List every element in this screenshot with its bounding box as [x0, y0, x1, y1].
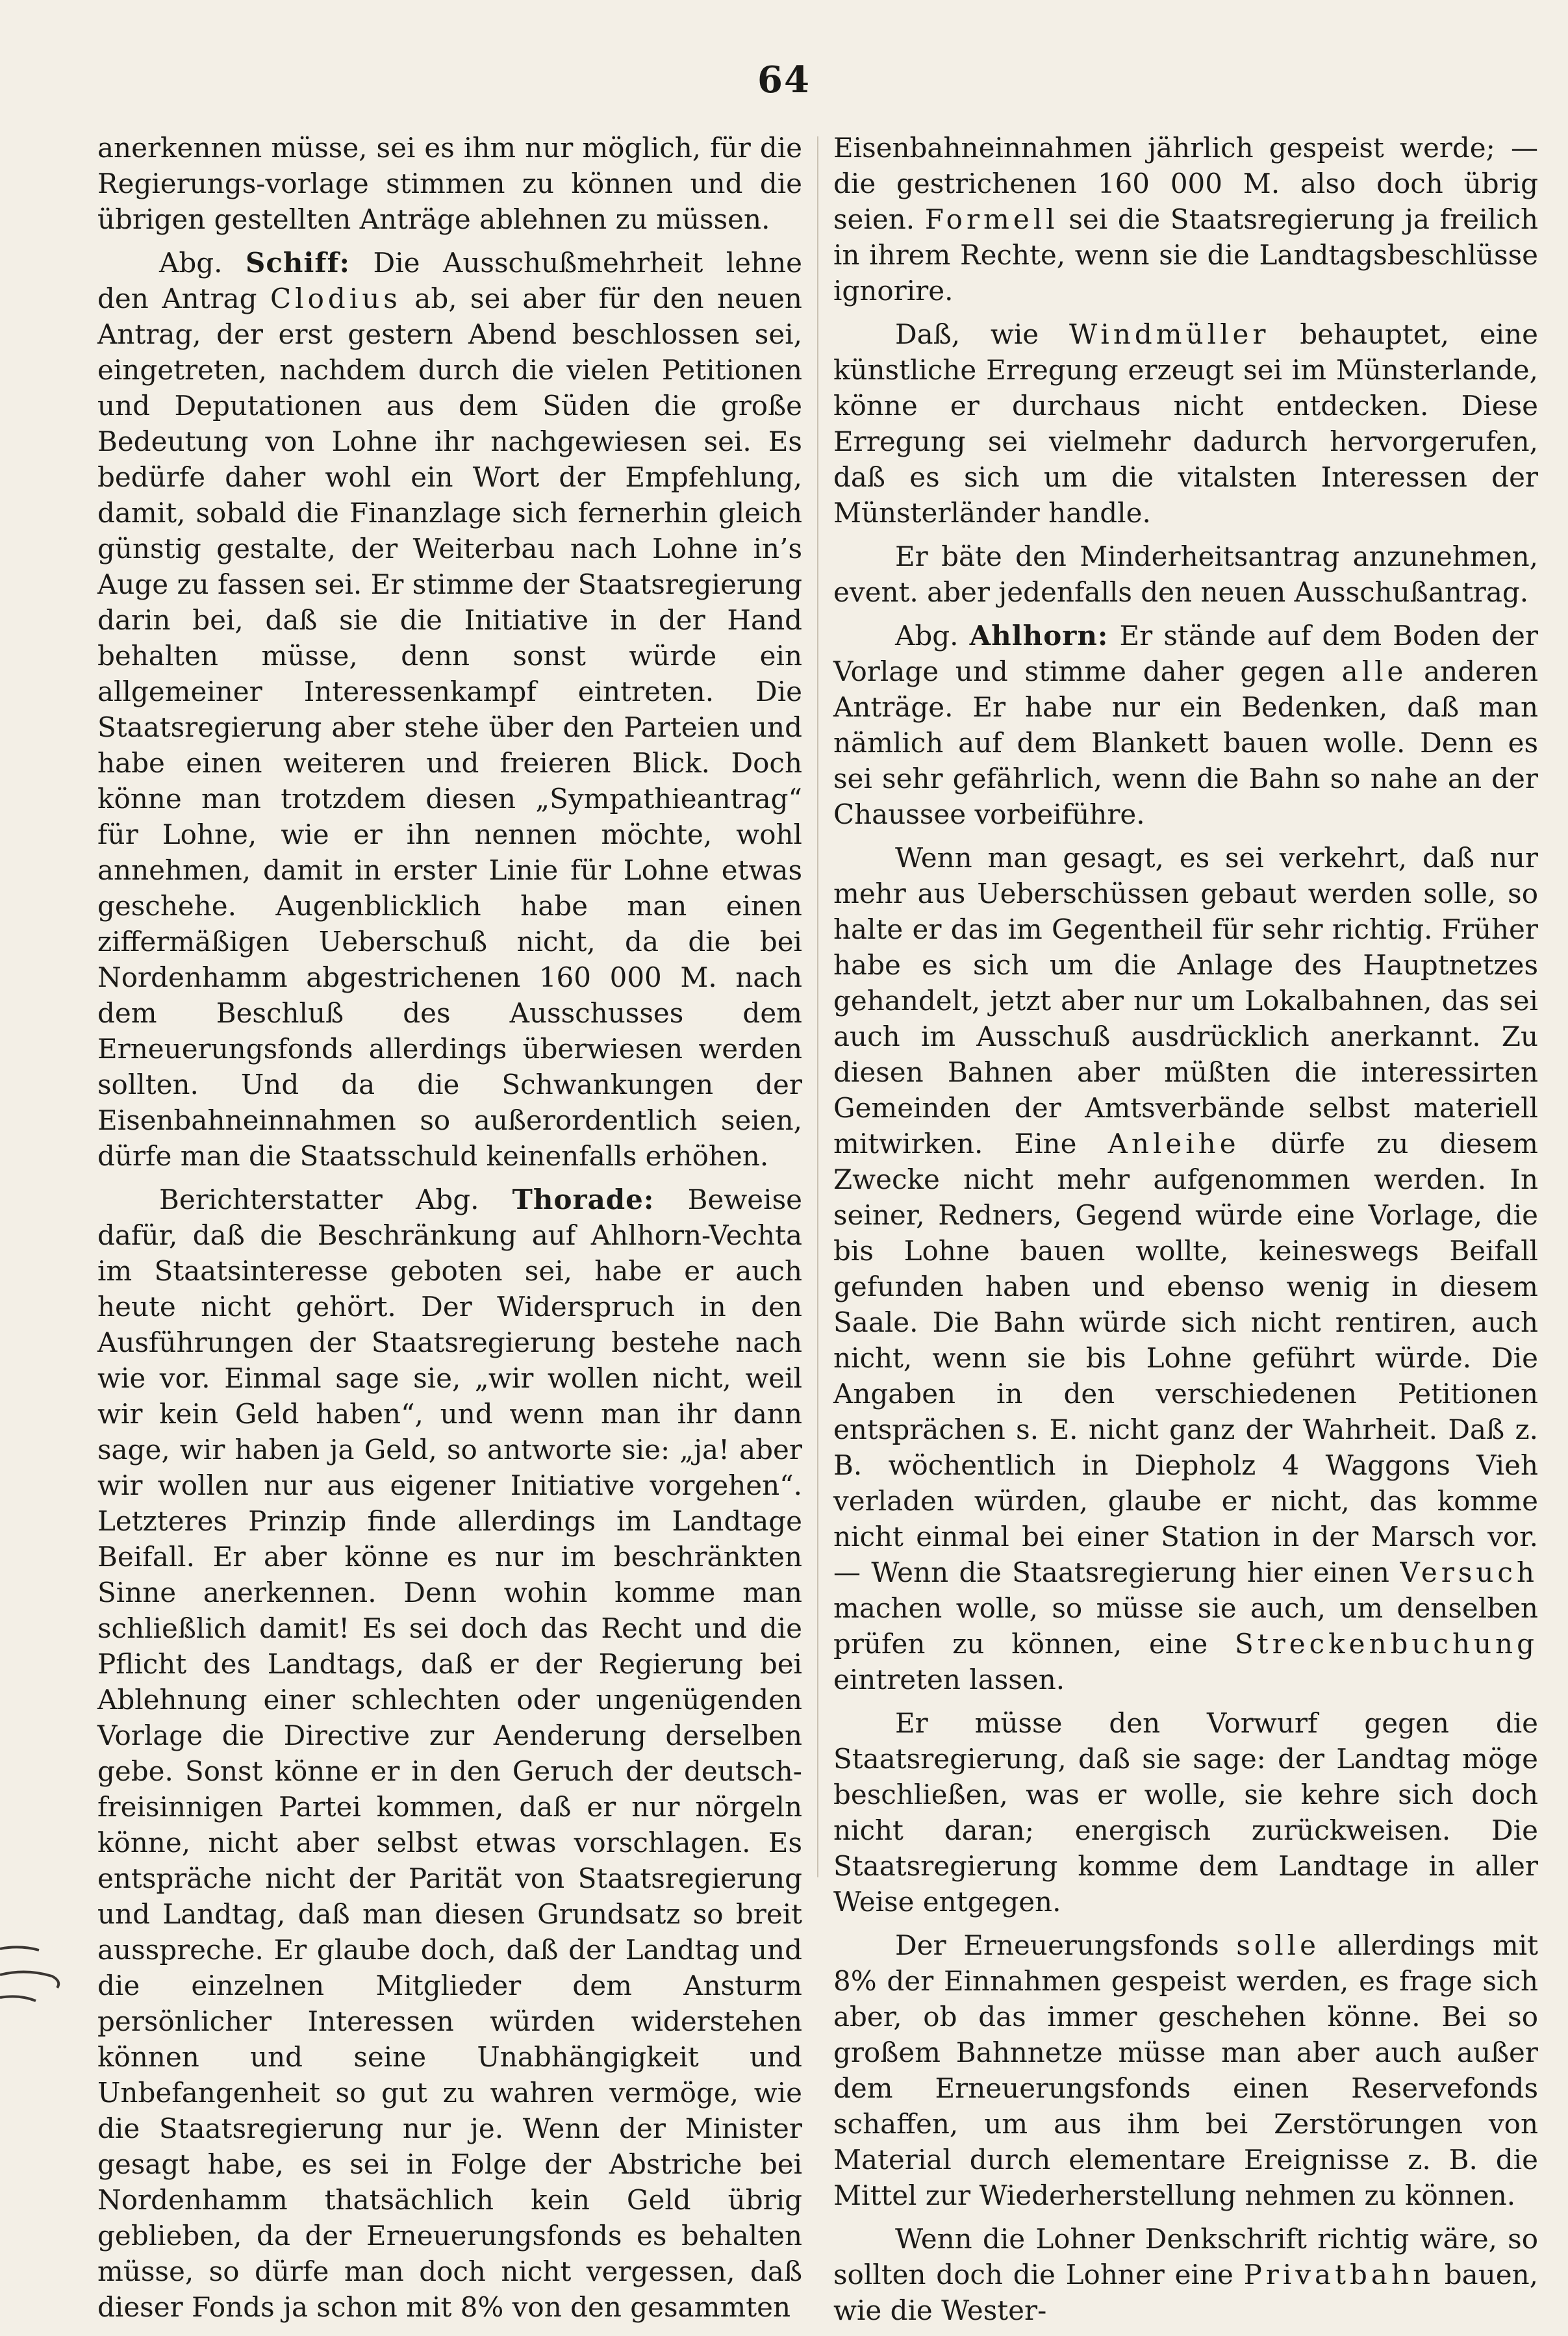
paragraph [97, 1182, 802, 2325]
paragraph-text: Wenn die Lohner Denkschrift richtig wäre, so sollten doch die Lohner eine [833, 2223, 1538, 2291]
paragraph-text: bauen, wie die Wester- [833, 2259, 1538, 2326]
paragraph-text: allerdings mit 8% der Einnahmen gespeist werden, es frage sich aber, ob das immer geschehen könne. Bei so großem Bahnnetze müsse man aber auch außer dem Erneuerungsfonds einen Reservefonds schaffen, um aus ihm bei Zerstörungen von Material durch elementare Ereignisse z. B. die Mittel zur Wiederherstellung nehmen zu können. [833, 1929, 1538, 2211]
emphasized-text: Formell [924, 203, 1059, 235]
paragraph-text: Daß, wie [895, 318, 1069, 350]
column-divider [817, 136, 818, 1877]
paragraph [97, 130, 802, 237]
paragraph-text: Er bäte den Minderheitsantrag anzunehmen, event. aber jedenfalls den neuen Ausschußantrag. [833, 540, 1538, 608]
binding-edge-mark [0, 1936, 71, 2014]
emphasized-text: Versuch [1400, 1556, 1538, 1588]
paragraph-text: dürfe zu diesem Zwecke nicht mehr aufgenommen werden. In seiner, Redners, Gegend würde eine Vorlage, die bis Lohne bauen wollte, keineswegs Beifall gefunden haben und ebenso wenig in diesem Saale. Die Bahn würde sich nicht rentiren, auch nicht, wenn sie bis Lohne geführt würde. Die Angaben in den verschiedenen Petitionen entsprächen s. E. nicht ganz der Wahrheit. Daß z. B. wöchentlich in Diepholz 4 Waggons Vieh verladen würden, glaube er nicht, das komme nicht einmal bei einer Station in der Marsch vor. — Wenn die Staatsregierung hier einen [833, 1128, 1538, 1588]
paragraph-text: Eisenbahneinnahmen jährlich gespeist werde; — die gestrichenen 160 000 M. also doch übrig seien. [833, 132, 1538, 235]
paragraph-text: behauptet, eine künstliche Erregung erzeugt sei im Münsterlande, könne er durchaus nicht entdecken. Diese Erregung sei vielmehr dadurch hervorgerufen, daß es sich um die vitalsten Interessen der Münsterländer handle. [833, 318, 1539, 529]
page-number: 64 [757, 58, 811, 101]
paragraph [833, 130, 1538, 309]
paragraph [833, 840, 1538, 1697]
paragraph [833, 618, 1538, 832]
right-column [833, 130, 1538, 2336]
paragraph-text: anderen Anträge. Er habe nur ein Bedenken, daß man nämlich auf dem Blankett bauen wolle. Denn es sei sehr gefährlich, wenn die Bahn so nahe an der Chaussee vorbeiführe. [833, 655, 1538, 830]
paragraph-text: Beweise dafür, daß die Beschränkung auf Ahlhorn-Vechta im Staatsinteresse geboten sei, habe er auch heute nicht gehört. Der Widerspruch in den Ausführungen der Staatsregierung bestehe nach wie vor. Einmal sage sie, „wir wollen nicht, weil wir kein Geld haben“, und wenn man ihr dann sage, wir haben ja Geld, so antworte sie: „ja! aber wir wollen nur aus eigener Initiative vorgehen“. Letzteres Prinzip finde allerdings im Landtage Beifall. Er aber könne es nur im beschränkten Sinne anerkennen. Denn wohin komme man schließlich damit! Es sei doch das Recht und die Pflicht des Landtags, daß er der Regierung bei Ablehnung einer schlechten oder ungenügenden Vorlage die Directive zur Aenderung derselben gebe. Sonst könne er in den Geruch der deutsch-freisinnigen Partei kommen, daß er nur nörgeln könne, nicht aber selbst etwas vorschlagen. Es entspräche nicht der Parität von Staatsregierung und Landtag, daß man diesen Grundsatz so breit ausspreche. Er glaube doch, daß der Landtag und die einzelnen Mitglieder dem Ansturm persönlicher Interessen würden widerstehen können und seine Unabhängigkeit und Unbefangenheit so gut zu wahren vermöge, wie die Staatsregierung nur je. Wenn der Minister gesagt habe, es sei in Folge der Abstriche bei Nordenhamm thatsächlich kein Geld übrig geblieben, da der Erneuerungsfonds es behalten müsse, so dürfe man doch nicht vergessen, daß dieser Fonds ja schon mit 8% von den gesammten [97, 1184, 802, 2323]
paragraph-text: Er müsse den Vorwurf gegen die Staatsregierung, daß sie sage: der Landtag möge beschließen, was er wolle, sie kehre sich doch nicht daran; energisch zurückweisen. Die Staatsregierung komme dem Landtage in aller Weise entgegen. [833, 1707, 1538, 1918]
paragraph-text: Abg. [159, 247, 246, 279]
paragraph-text: Er stände auf dem Boden der Vorlage und stimme daher gegen [833, 620, 1538, 687]
paragraph-text: Wenn man gesagt, es sei verkehrt, daß nur mehr aus Ueberschüssen gebaut werden solle, so halte er das im Gegentheil für sehr richtig. Früher habe es sich um die Anlage des Hauptnetzes gehandelt, jetzt aber nur um Lokalbahnen, das sei auch im Ausschuß ausdrücklich anerkannt. Zu diesen Bahnen aber müßten die interessirten Gemeinden der Amtsverbände selbst materiell mitwirken. Eine [833, 842, 1538, 1160]
left-column [97, 130, 802, 2333]
emphasized-text: Privatbahn [1243, 2259, 1435, 2291]
emphasized-text: Clodius [270, 283, 401, 314]
paragraph-text: Die Ausschußmehrheit lehne den Antrag [97, 247, 802, 314]
paragraph-text: Der Erneuerungsfonds [895, 1929, 1237, 1961]
paragraph [97, 245, 802, 1174]
emphasized-text: Anleihe [1107, 1128, 1240, 1160]
paragraph-text: Abg. [895, 620, 970, 652]
paragraph [833, 539, 1538, 610]
paragraph-text: ab, sei aber für den neuen Antrag, der erst gestern Abend beschlossen sei, eingetreten, nachdem durch die vielen Petitionen und Deputationen aus dem Süden die große Bedeutung von Lohne ihr nachgewiesen sei. Es bedürfe daher wohl ein Wort der Empfehlung, damit, sobald die Finanzlage sich fernerhin gleich günstig gestalte, der Weiterbau nach Lohne in’s Auge zu fassen sei. Er stimme der Staatsregierung darin bei, daß sie die Initiative in der Hand behalten müsse, denn sonst würde ein allgemeiner Interessenkampf eintreten. Die Staatsregierung aber stehe über den Parteien und habe einen weiteren und freieren Blick. Doch könne man trotzdem diesen „Sympathieantrag“ für Lohne, wie er ihn nennen möchte, wohl annehmen, damit in erster Linie für Lohne etwas geschehe. Augenblicklich habe man einen ziffermäßigen Ueberschuß nicht, da die bei Nordenhamm abgestrichenen 160 000 M. nach dem Beschluß des Ausschusses dem Erneuerungsfonds allerdings überwiesen werden sollten. Und da die Schwankungen der Eisenbahneinnahmen so außerordentlich seien, dürfe man die Staatsschuld keinenfalls erhöhen. [97, 283, 802, 1172]
paragraph-text: anerkennen müsse, sei es ihm nur möglich, für die Regierungs-vorlage stimmen zu können und die übrigen gestellten Anträge ablehnen zu müssen. [97, 132, 802, 235]
speaker-name: Ahlhorn: [969, 620, 1109, 652]
paragraph-text: Berichterstatter Abg. [159, 1184, 512, 1215]
paragraph [833, 316, 1538, 531]
emphasized-text: Streckenbuchung [1235, 1628, 1538, 1660]
speaker-name: Thorade: [512, 1184, 655, 1215]
emphasized-text: solle [1236, 1929, 1320, 1961]
emphasized-text: alle [1341, 655, 1408, 687]
paragraph [833, 1927, 1538, 2213]
paragraph-text: sei die Staatsregierung ja freilich in ihrem Rechte, wenn sie die Landtagsbeschlüsse ignorire. [833, 203, 1538, 307]
emphasized-text: Windmüller [1069, 318, 1270, 350]
paragraph-text: machen wolle, so müsse sie auch, um denselben prüfen zu können, eine [833, 1592, 1538, 1660]
paragraph [833, 2221, 1538, 2328]
paragraph [833, 1705, 1538, 1920]
paragraph-text: eintreten lassen. [833, 1664, 1065, 1695]
speaker-name: Schiff: [245, 247, 351, 279]
